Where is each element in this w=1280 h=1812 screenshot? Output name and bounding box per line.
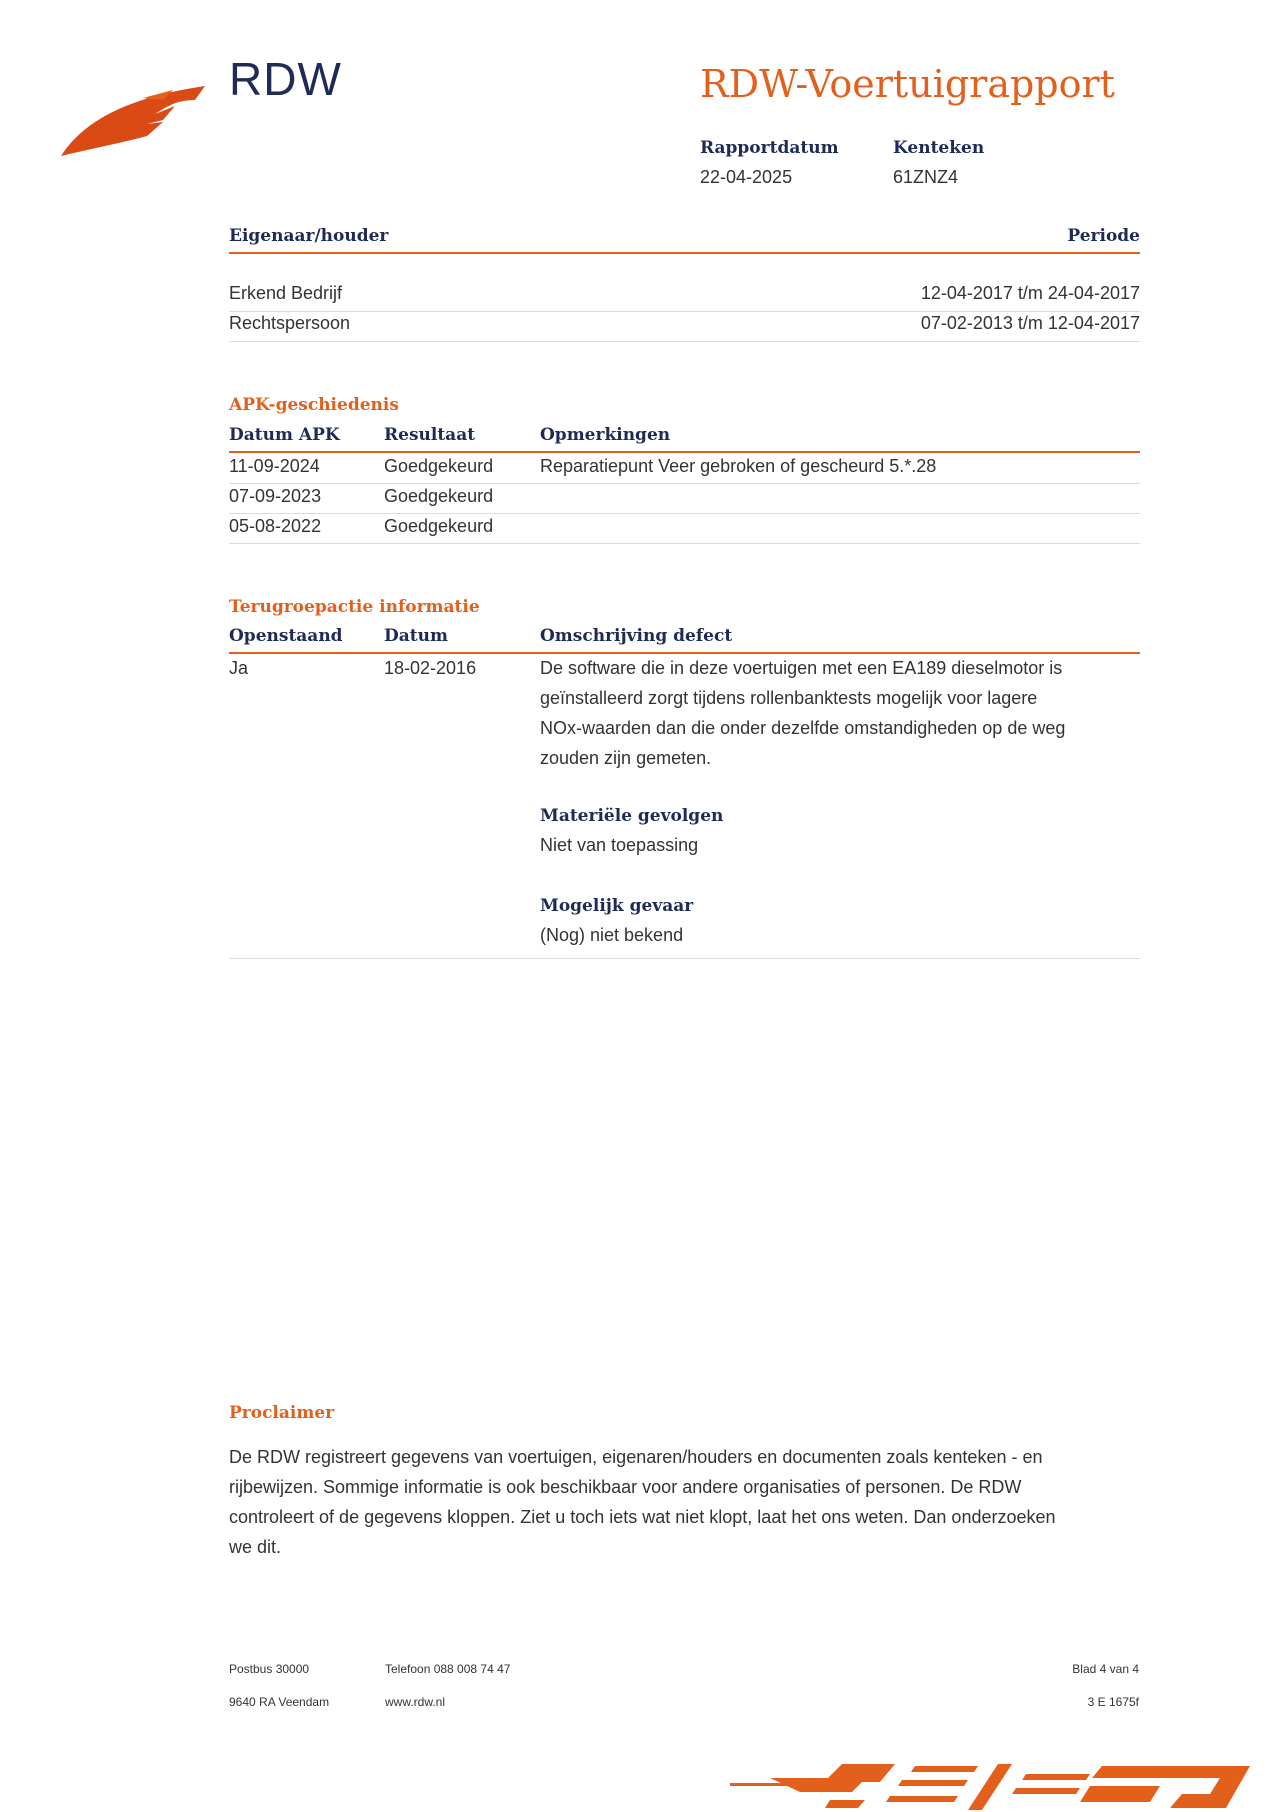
recall-description-line: NOx-waarden dan die onder dezelfde omstandigheden op de weg: [540, 718, 1066, 738]
owner-period: 12-04-2017 t/m 24-04-2017: [920, 283, 1140, 303]
proclaimer-title: Proclaimer: [229, 1403, 335, 1423]
footer-address-line1: Postbus 30000: [229, 1662, 310, 1676]
logo-text: RDW: [229, 53, 342, 105]
footer-address-line2: 9640 RA Veendam: [229, 1695, 330, 1709]
proclaimer-line: controleert of de gegevens kloppen. Ziet u toch iets wat niet klopt, laat het ons weten. Dan onderzoeken: [229, 1507, 1056, 1527]
page-title: RDW-Voertuigrapport: [700, 62, 1115, 106]
recall-row: [229, 656, 1140, 959]
apk-row: [229, 516, 1140, 544]
proclaimer-line: De RDW registreert gegevens van voertuigen, eigenaren/houders en documenten zoals kenteken - en: [229, 1447, 1043, 1467]
apk-date: 05-08-2022: [229, 516, 322, 536]
owners-header-row: [229, 226, 1140, 254]
recall-description-line: zouden zijn gemeten.: [540, 748, 712, 768]
recall-section-title: Terugroepactie informatie: [229, 597, 480, 617]
owner-column-header: Eigenaar/houder: [229, 226, 389, 246]
apk-row: [229, 456, 1140, 484]
owner-name: Erkend Bedrijf: [229, 283, 343, 303]
owner-row: [229, 283, 1140, 312]
recall-description: [540, 653, 1140, 773]
apk-result: Goedgekeurd: [384, 516, 494, 536]
apk-row: [229, 486, 1140, 514]
rdw-logo-icon: [55, 78, 215, 160]
apk-remarks-header: Opmerkingen: [540, 425, 671, 445]
footer-document-code: 3 E 1675f: [1087, 1695, 1139, 1709]
apk-date-header: Datum APK: [229, 425, 340, 445]
apk-result: Goedgekeurd: [384, 456, 494, 476]
owner-row: [229, 313, 1140, 342]
apk-date: 11-09-2024: [229, 456, 320, 476]
footer-page-number: Blad 4 van 4: [1072, 1662, 1139, 1676]
apk-remarks: Reparatiepunt Veer gebroken of gescheurd 5.*.28: [540, 456, 937, 476]
material-consequences-label: Materiële gevolgen: [540, 806, 724, 826]
owner-period: 07-02-2013 t/m 12-04-2017: [920, 313, 1140, 333]
recall-desc-header: Omschrijving defect: [540, 626, 733, 646]
owner-name: Rechtspersoon: [229, 313, 351, 333]
recall-date-header: Datum: [384, 626, 448, 646]
recall-description-line: geïnstalleerd zorgt tijdens rollenbanktests mogelijk voor lagere: [540, 688, 1038, 708]
report-date-label: Rapportdatum: [700, 138, 839, 158]
footer-website: www.rdw.nl: [385, 1695, 446, 1709]
recall-description-line: De software die in deze voertuigen met een EA189 dieselmotor is: [540, 658, 1063, 678]
period-column-header: Periode: [1067, 226, 1140, 246]
apk-header-row: [229, 425, 1140, 453]
possible-danger-value: (Nog) niet bekend: [540, 925, 684, 945]
proclaimer-line: we dit.: [229, 1537, 282, 1557]
footer-phone: Telefoon 088 008 74 47: [385, 1662, 511, 1676]
recall-open-value: Ja: [229, 658, 249, 678]
recall-header-row: [229, 626, 1140, 654]
apk-section-title: APK-geschiedenis: [229, 395, 399, 415]
proclaimer-text: [229, 1442, 1140, 1562]
report-date-value: 22-04-2025: [700, 167, 793, 187]
decorative-stripes-icon: [730, 1752, 1280, 1812]
proclaimer-line: rijbewijzen. Sommige informatie is ook beschikbaar voor andere organisaties of personen. De RDW: [229, 1477, 1022, 1497]
apk-result-header: Resultaat: [384, 425, 476, 445]
plate-value: 61ZNZ4: [893, 167, 959, 187]
recall-open-header: Openstaand: [229, 626, 343, 646]
material-consequences-value: Niet van toepassing: [540, 835, 699, 855]
apk-result: Goedgekeurd: [384, 486, 494, 506]
recall-date-value: 18-02-2016: [384, 658, 477, 678]
apk-date: 07-09-2023: [229, 486, 322, 506]
plate-label: Kenteken: [893, 138, 985, 158]
possible-danger-label: Mogelijk gevaar: [540, 896, 694, 916]
